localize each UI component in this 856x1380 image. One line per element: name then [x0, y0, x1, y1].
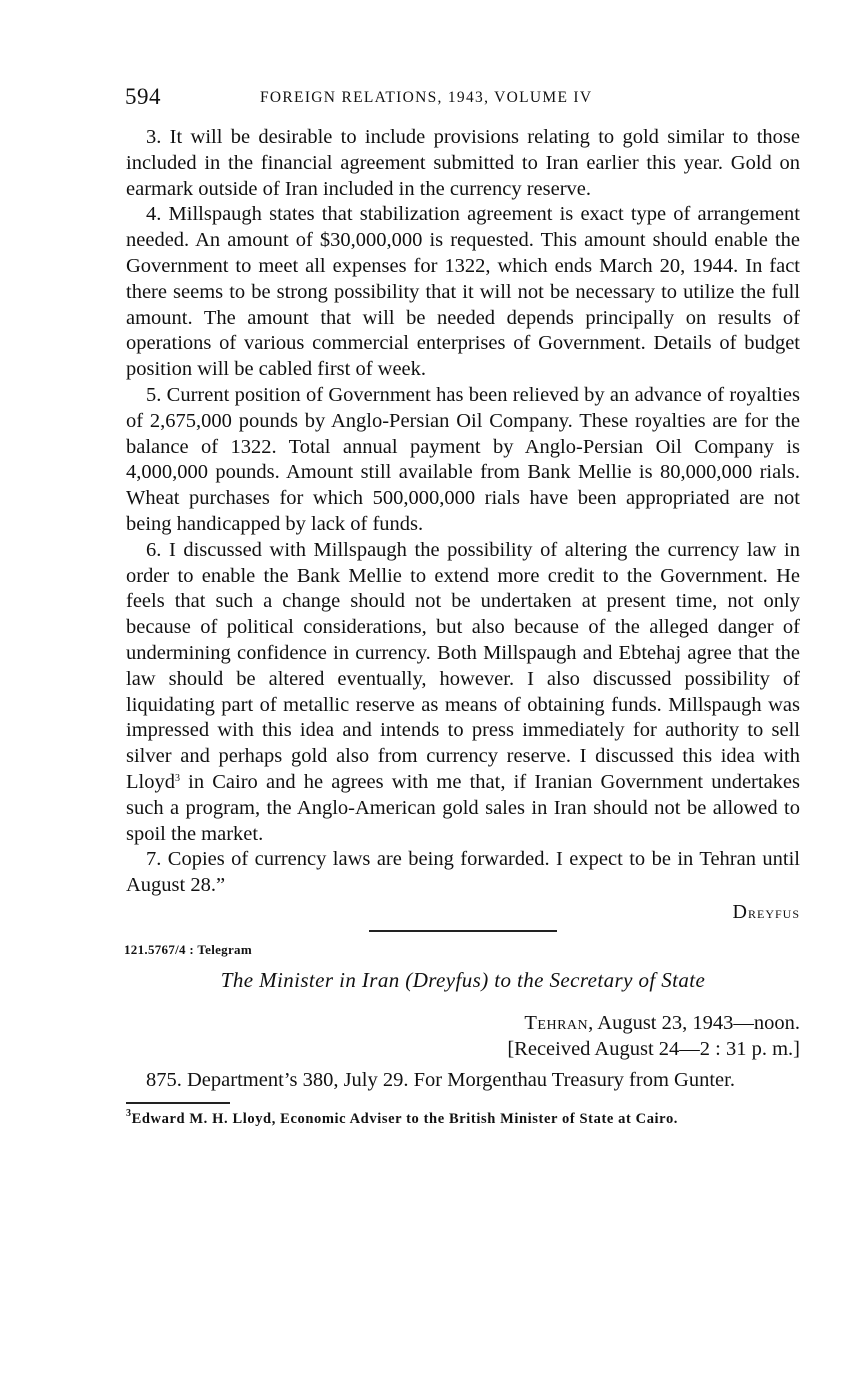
- telegram-opening: [126, 1068, 800, 1094]
- footnote: [126, 1107, 800, 1129]
- telegram-body: [126, 125, 800, 899]
- dateline-place-date: [126, 1010, 800, 1036]
- footnote-text: Edward M. H. Lloyd, Economic Adviser to the British Minister of State at Cairo.: [131, 1110, 679, 1127]
- page-number: 594: [125, 84, 161, 109]
- signature: [126, 901, 800, 924]
- footnote-marker: 3: [126, 1107, 132, 1119]
- document-page: [126, 84, 800, 1129]
- running-head: FOREIGN RELATIONS, 1943, VOLUME IV: [260, 89, 593, 106]
- file-reference: 121.5767/4 : Telegram: [124, 941, 252, 957]
- footnote-reference: 3: [174, 772, 180, 784]
- page-header: [126, 84, 800, 118]
- paragraph-6: [126, 538, 800, 848]
- document-title: The Minister in Iran (Dreyfus) to the Secretary of State: [220, 967, 706, 992]
- paragraph-6-text-b: in Cairo and he agrees with me that, if Iranian Government undertakes such a program, the Anglo-American gold sales in Iran should not be allowed to spoil the market.: [126, 770, 800, 845]
- opening-paragraph: 875. Department’s 380, July 29. For Morgenthau Treasury from Gunter.: [146, 1068, 735, 1091]
- paragraph-6-text-a: 6. I discussed with Millspaugh the possibility of altering the currency law in order to enable the Bank Mellie to extend more credit to the Government. He feels that such a change should not be undertaken at present time, not only because of political considerations, but also because of the alleged danger of undermining confidence in currency. Both Millspaugh and Ebtehaj agree that the law should be altered eventually, however. I also discussed possibility of liquidating part of metallic reserve as means of obtaining funds. Millspaugh was impressed with this idea and intends to press immediately for authority to sell silver and perhaps gold also from currency reserve. I discussed this idea with Lloyd: [126, 538, 800, 793]
- paragraph-5: 5. Current position of Government has been relieved by an advance of royalties of 2,675,000 pounds by Anglo-Persian Oil Company. These royalties are for the balance of 1322. Total annual payment by Anglo-Persian Oil Company is 4,000,000 pounds. Amount still available from Bank Mellie is 80,000,000 rials. Wheat purchases for which 500,000,000 rials have been appropriated are not being handicapped by lack of funds.: [126, 383, 800, 535]
- dateline: [126, 1010, 800, 1062]
- dateline-place: Tehran: [524, 1011, 589, 1034]
- dateline-date: , August 23, 1943—noon.: [588, 1011, 800, 1034]
- footnote-rule: [126, 1102, 230, 1104]
- paragraph-3: 3. It will be desirable to include provisions relating to gold similar to those included in the financial agreement submitted to Iran earlier this year. Gold on earmark outside of Iran included in the currency reserve.: [126, 126, 800, 200]
- signature-rest: reyfus: [747, 902, 800, 922]
- received-line: [Received August 24—2 : 31 p. m.]: [507, 1037, 800, 1060]
- document-separator: [126, 928, 800, 964]
- separator-rule: [369, 930, 557, 932]
- signature-initial: D: [732, 900, 748, 923]
- paragraph-4: 4. Millspaugh states that stabilization agreement is exact type of arrangement needed. An amount of $30,000,000 is requested. This amount should enable the Government to meet all expenses for 1322, which ends March 20, 1944. In fact there seems to be strong possibility that it will not be necessary to utilize the full amount. The amount that will be needed depends principally on results of operations of various commercial enterprises of Government. Details of budget position will be cabled first of week.: [126, 203, 800, 381]
- paragraph-7: 7. Copies of currency laws are being forwarded. I expect to be in Tehran until August 28.”: [126, 848, 800, 897]
